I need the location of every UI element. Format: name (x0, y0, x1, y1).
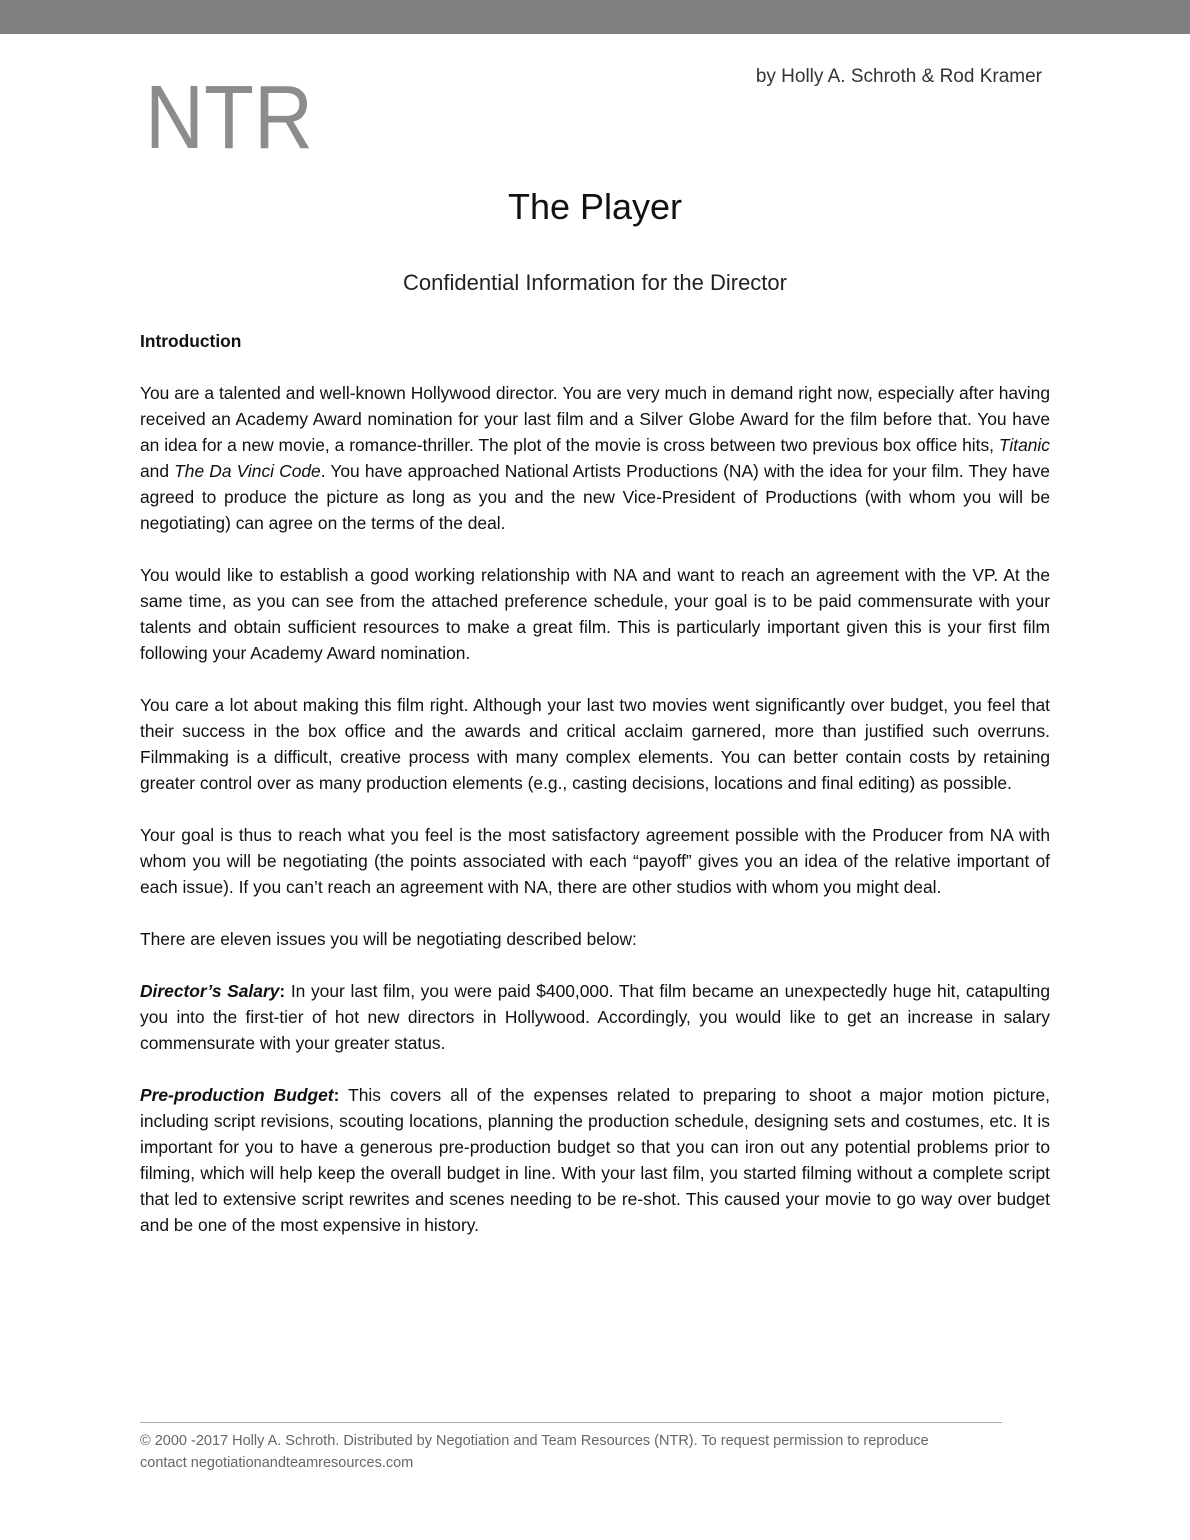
authors-line: by Holly A. Schroth & Rod Kramer (755, 66, 1042, 87)
paragraph-directors-salary (140, 978, 1050, 1056)
paragraph-goal: Your goal is thus to reach what you feel is the most satisfactory agreement possible with the Producer from NA with whom you will be negotiating (the points associated with each “payoff” gives you an idea of the relative important of each issue). If you can’t reach an agreement with NA, there are other studios with whom you might deal. (140, 825, 1050, 897)
footer-line-2: contact negotiationandteamresources.com (140, 1455, 414, 1471)
document-body (140, 328, 1050, 1264)
footer-line-1: © 2000 -2017 Holly A. Schroth. Distributed by Negotiation and Team Resources (NTR). To request permission to reproduce (140, 1433, 929, 1449)
page-subtitle: Confidential Information for the Director (403, 270, 787, 295)
introduction-heading: Introduction (140, 331, 242, 351)
preproduction-budget-text: This covers all of the expenses related to preparing to shoot a major motion picture, including script revisions, scouting locations, planning the production schedule, designing sets and costumes, etc. It is important for you to have a generous pre-production budget so that you can iron out any potential problems prior to filming, which will help keep the overall budget in line. With your last film, you started filming without a complete script that led to extensive script rewrites and scenes needing to be re-shot. This caused your movie to go way over budget and be one of the most expensive in history. (140, 1085, 1050, 1235)
paragraph-relationship: You would like to establish a good working relationship with NA and want to reach an agreement with the VP. At the same time, as you can see from the attached preference schedule, your goal is to be paid commensurate with your talents and obtain sufficient resources to make a great film. This is particularly important given this is your first film following your Academy Award nomination. (140, 565, 1050, 663)
paragraph-intro-part-c: and (140, 461, 175, 481)
title-titanic: Titanic (998, 435, 1050, 455)
logo-text: NTR (145, 80, 313, 150)
title-da-vinci-code: The Da Vinci Code (174, 461, 321, 481)
directors-salary-term: Director’s Salary: (140, 981, 286, 1001)
paragraph-budget-control: You care a lot about making this film right. Although your last two movies went significantly over budget, you feel that their success in the box office and the awards and critical acclaim garnered, more than justified such overruns. Filmmaking is a difficult, creative process with many complex elements. You can better contain costs by retaining greater control over as many production elements (e.g., casting decisions, locations and final editing) as possible. (140, 695, 1050, 793)
directors-salary-text: In your last film, you were paid $400,000. That film became an unexpectedly huge hit, catapulting you into the first-tier of hot new directors in Hollywood. Accordingly, you would like to get an increase in salary commensurate with your greater status. (140, 981, 1050, 1053)
ntr-logo (145, 80, 315, 150)
preproduction-budget-term: Pre-production Budget: (140, 1085, 340, 1105)
page-title: The Player (507, 186, 683, 227)
paragraph-intro-part-a: You are a talented and well-known Hollywood director. You are very much in demand right now, especially after having received an Academy Award nomination for your last film and a Silver Globe Award for the film before that. You have an idea for a new movie, a romance-thriller. The plot of the movie is cross between two previous box office hits, (140, 383, 1050, 455)
paragraph-issues-intro: There are eleven issues you will be negotiating described below: (140, 929, 637, 949)
footer-divider (140, 1422, 1002, 1423)
top-bar (0, 0, 1190, 34)
footer-copyright (140, 1430, 1040, 1474)
paragraph-intro-part-e: . You have approached National Artists Productions (NA) with the idea for your film. They have agreed to produce the picture as long as you and the new Vice-President of Productions (with whom you will be negotiating) can agree on the terms of the deal. (140, 461, 1050, 533)
paragraph-intro (140, 380, 1050, 536)
paragraph-preproduction-budget (140, 1082, 1050, 1238)
